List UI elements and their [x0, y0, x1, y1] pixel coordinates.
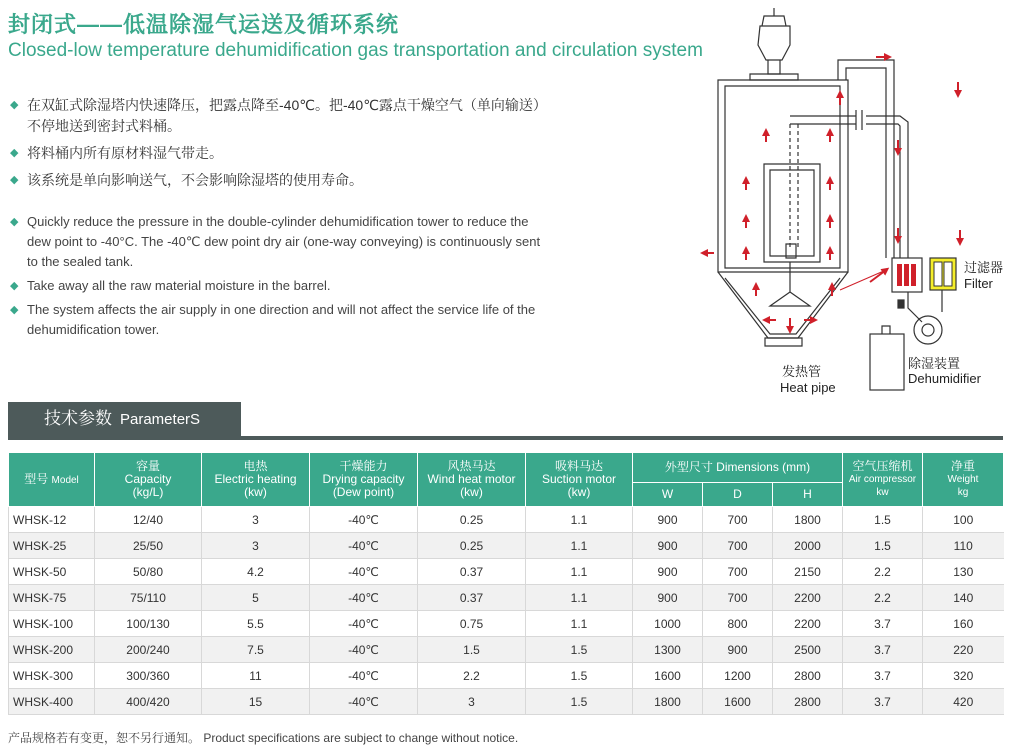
table-cell: 320 — [923, 663, 1004, 689]
filter-unit — [930, 258, 956, 290]
table-cell: 25/50 — [95, 533, 202, 559]
system-diagram — [690, 0, 1014, 400]
list-item — [10, 300, 550, 340]
table-cell: -40℃ — [310, 559, 418, 585]
bullet-list-en — [10, 212, 550, 344]
table-cell: 1.5 — [843, 507, 923, 533]
table-cell: 3 — [418, 689, 526, 715]
table-row — [9, 663, 1004, 689]
diamond-icon: ◆ — [10, 174, 19, 186]
table-cell: 3.7 — [843, 663, 923, 689]
heatpipe-label-en: Heat pipe — [780, 380, 836, 395]
table-row — [9, 637, 1004, 663]
table-cell: 0.25 — [418, 533, 526, 559]
page-title-en: Closed-low temperature dehumidification gas transportation and circulation system — [8, 40, 703, 61]
table-cell: 160 — [923, 611, 1004, 637]
table-cell: 0.37 — [418, 559, 526, 585]
diamond-icon: ◆ — [10, 304, 19, 316]
table-row — [9, 585, 1004, 611]
table-cell: 2800 — [773, 663, 843, 689]
table-cell: 700 — [703, 507, 773, 533]
table-cell: 110 — [923, 533, 1004, 559]
list-item — [10, 212, 550, 272]
table-cell: 50/80 — [95, 559, 202, 585]
filter-label-cn: 过滤器 — [964, 260, 1004, 275]
hopper-top — [758, 8, 790, 74]
bullet-text: The system affects the air supply in one direction and will not affect the service life of the dehumidification tower. — [27, 302, 536, 337]
table-cell: 1.5 — [843, 533, 923, 559]
table-cell: 3 — [202, 533, 310, 559]
table-cell: 2800 — [773, 689, 843, 715]
bullet-text: 将料桶内所有原材料湿气带走。 — [27, 145, 223, 161]
table-cell: 700 — [703, 559, 773, 585]
header-drying: 干燥能力 Drying capacity (Dew point) — [310, 453, 418, 507]
model-cell: WHSK-75 — [9, 585, 95, 611]
header-weight: 净重 Weight kg — [923, 453, 1004, 507]
header-dimensions: 外型尺寸 Dimensions (mm) — [633, 453, 843, 483]
table-cell: 75/110 — [95, 585, 202, 611]
table-cell: 15 — [202, 689, 310, 715]
tank-body — [718, 80, 848, 272]
model-cell: WHSK-25 — [9, 533, 95, 559]
table-cell: 900 — [633, 533, 703, 559]
table-cell: 3 — [202, 507, 310, 533]
table-row — [9, 559, 1004, 585]
table-cell: 1.5 — [526, 689, 633, 715]
table-cell: -40℃ — [310, 611, 418, 637]
bullet-text: Take away all the raw material moisture in the barrel. — [27, 278, 331, 293]
list-item — [10, 276, 550, 296]
page-title-cn: 封闭式——低温除湿气运送及循环系统 — [8, 12, 400, 37]
table-cell: 5.5 — [202, 611, 310, 637]
table-cell: 900 — [633, 507, 703, 533]
table-cell: 0.25 — [418, 507, 526, 533]
heatpipe-label-cn: 发热管 — [782, 364, 822, 379]
table-cell: 100/130 — [95, 611, 202, 637]
table-cell: 400/420 — [95, 689, 202, 715]
table-cell: 2.2 — [843, 559, 923, 585]
table-cell: -40℃ — [310, 637, 418, 663]
bullet-list-cn — [10, 95, 550, 197]
table-cell: 3.7 — [843, 689, 923, 715]
table-cell: 2.2 — [418, 663, 526, 689]
table-cell: 420 — [923, 689, 1004, 715]
bullet-text: 该系统是单向影响送气，不会影响除湿塔的使用寿命。 — [27, 172, 363, 188]
tank-cone — [718, 272, 848, 338]
dehumidifier-label-cn: 除湿装置 — [908, 356, 961, 371]
header-heating: 电热 Electric heating (kw) — [202, 453, 310, 507]
compressor-tank — [870, 326, 904, 390]
table-cell: 220 — [923, 637, 1004, 663]
table-cell: 900 — [703, 637, 773, 663]
table-cell: 700 — [703, 585, 773, 611]
table-cell: 1.1 — [526, 507, 633, 533]
parameters-body — [9, 507, 1004, 715]
list-item — [10, 170, 550, 191]
table-cell: 700 — [703, 533, 773, 559]
table-cell: 2000 — [773, 533, 843, 559]
model-cell: WHSK-300 — [9, 663, 95, 689]
table-cell: -40℃ — [310, 507, 418, 533]
table-cell: 200/240 — [95, 637, 202, 663]
divider — [8, 436, 1003, 440]
table-cell: -40℃ — [310, 689, 418, 715]
table-cell: 1800 — [633, 689, 703, 715]
diamond-icon: ◆ — [10, 216, 19, 228]
table-cell: 1.5 — [418, 637, 526, 663]
table-cell: 2150 — [773, 559, 843, 585]
model-cell: WHSK-400 — [9, 689, 95, 715]
table-row — [9, 533, 1004, 559]
table-cell: 1.1 — [526, 611, 633, 637]
table-cell: 1600 — [703, 689, 773, 715]
diamond-icon: ◆ — [10, 280, 19, 292]
table-cell: 800 — [703, 611, 773, 637]
table-cell: 1200 — [703, 663, 773, 689]
table-cell: 0.75 — [418, 611, 526, 637]
parameters-table — [8, 452, 1004, 715]
table-cell: 1.5 — [526, 637, 633, 663]
dehumidifier-label-en: Dehumidifier — [908, 371, 981, 386]
parameters-tab-cn: 技术参数 — [44, 409, 112, 428]
table-cell: 12/40 — [95, 507, 202, 533]
table-cell: 2200 — [773, 585, 843, 611]
parameters-tab — [8, 402, 241, 436]
hopper-pipe — [750, 74, 798, 80]
table-cell: 11 — [202, 663, 310, 689]
table-cell: 1.1 — [526, 559, 633, 585]
header-d: D — [703, 483, 773, 507]
table-cell: 1800 — [773, 507, 843, 533]
return-pipe — [838, 60, 894, 258]
header-suction: 吸料马达 Suction motor (kw) — [526, 453, 633, 507]
table-cell: 1.5 — [526, 663, 633, 689]
table-cell: -40℃ — [310, 533, 418, 559]
table-cell: 3.7 — [843, 637, 923, 663]
table-cell: 1000 — [633, 611, 703, 637]
table-cell: 1300 — [633, 637, 703, 663]
table-cell: 100 — [923, 507, 1004, 533]
bullet-text: 在双缸式除湿塔内快速降压，把露点降至-40℃。把-40℃露点干燥空气（单向输送）不停地送到密封式料桶。 — [27, 97, 547, 134]
table-cell: 1600 — [633, 663, 703, 689]
table-cell: 7.5 — [202, 637, 310, 663]
table-cell: 0.37 — [418, 585, 526, 611]
table-row — [9, 689, 1004, 715]
table-cell: 900 — [633, 559, 703, 585]
supply-pipe — [790, 110, 908, 258]
header-air: 空气压缩机 Air compressor kw — [843, 453, 923, 507]
table-cell: -40℃ — [310, 585, 418, 611]
inner-chamber — [764, 164, 820, 262]
table-cell: 2500 — [773, 637, 843, 663]
diamond-icon: ◆ — [10, 99, 19, 111]
table-cell: 1.1 — [526, 585, 633, 611]
table-cell: 140 — [923, 585, 1004, 611]
header-w: W — [633, 483, 703, 507]
model-cell: WHSK-12 — [9, 507, 95, 533]
table-row — [9, 611, 1004, 637]
table-row — [9, 507, 1004, 533]
table-cell: 2.2 — [843, 585, 923, 611]
heat-pipe-unit — [892, 258, 922, 292]
header-capacity: 容量 Capacity (kg/L) — [95, 453, 202, 507]
diamond-icon: ◆ — [10, 147, 19, 159]
header-model: 型号 Model — [9, 453, 95, 507]
table-cell: 2200 — [773, 611, 843, 637]
filter-label-en: Filter — [964, 276, 993, 291]
table-cell: 300/360 — [95, 663, 202, 689]
list-item — [10, 95, 550, 137]
table-cell: 4.2 — [202, 559, 310, 585]
header-h: H — [773, 483, 843, 507]
parameters-tab-en: ParameterS — [120, 411, 201, 428]
list-item — [10, 143, 550, 164]
header-wind: 风热马达 Wind heat motor (kw) — [418, 453, 526, 507]
table-cell: 1.1 — [526, 533, 633, 559]
table-cell: -40℃ — [310, 663, 418, 689]
model-cell: WHSK-100 — [9, 611, 95, 637]
table-cell: 900 — [633, 585, 703, 611]
table-cell: 130 — [923, 559, 1004, 585]
disclaimer: 产品规格若有变更，恕不另行通知。 Product specifications are subject to change without notice. — [8, 731, 519, 745]
model-cell: WHSK-200 — [9, 637, 95, 663]
table-cell: 3.7 — [843, 611, 923, 637]
bullet-text: Quickly reduce the pressure in the double-cylinder dehumidification tower to reduce the dew point to -40°C. The -40℃ dew point dry air (one-way conveying) is continuously sent to the sealed tank. — [27, 214, 541, 269]
model-cell: WHSK-50 — [9, 559, 95, 585]
table-cell: 5 — [202, 585, 310, 611]
